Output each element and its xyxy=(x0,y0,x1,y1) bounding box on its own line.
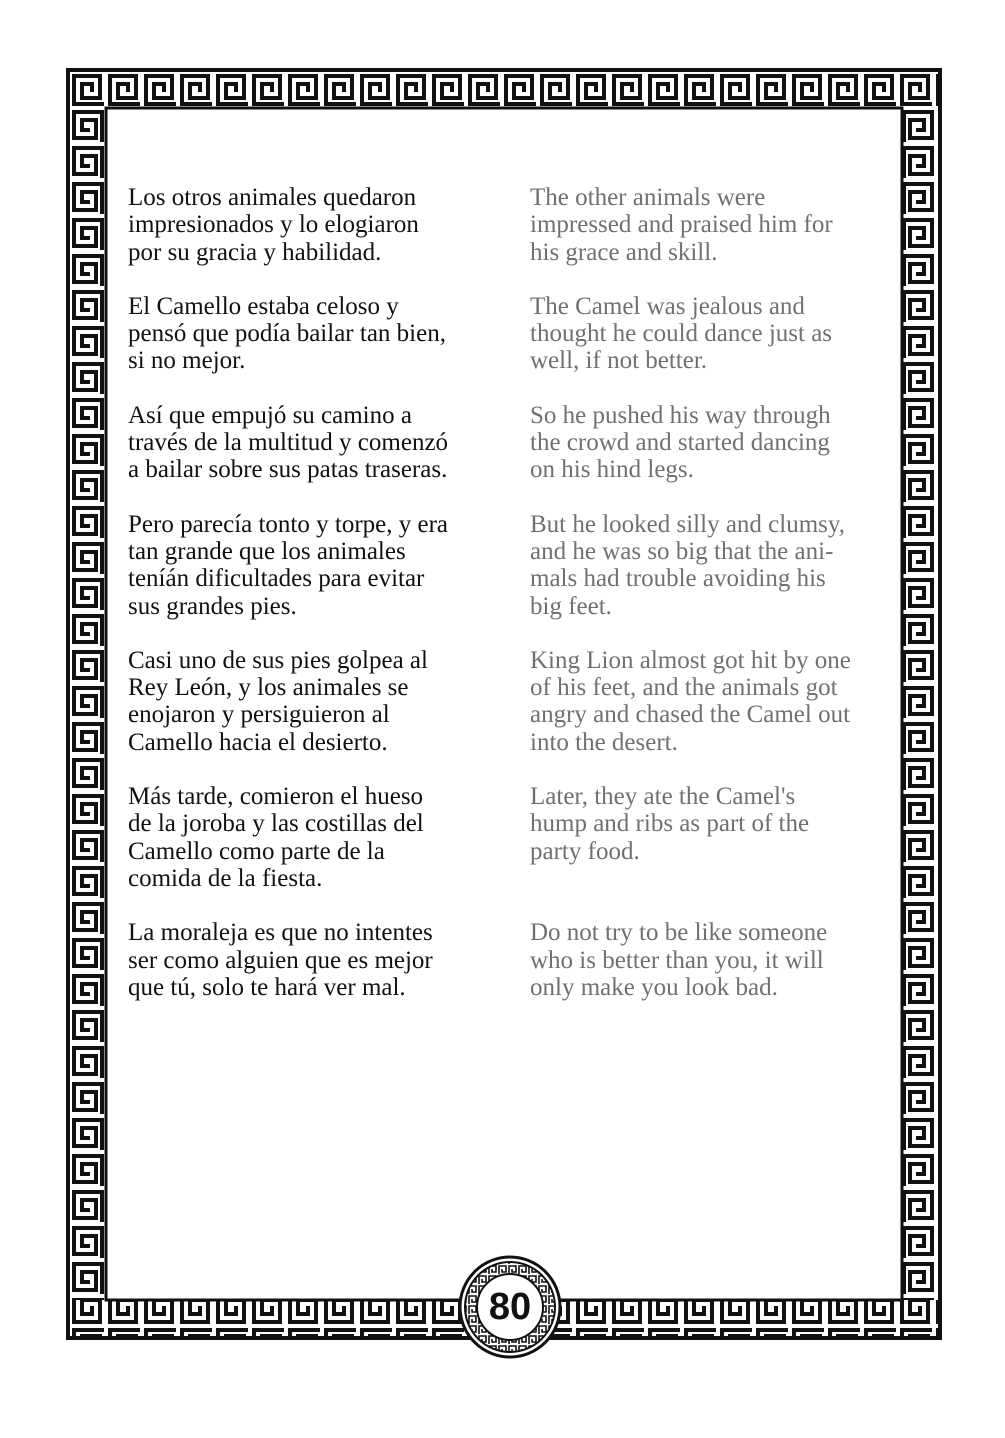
paragraph-row xyxy=(128,184,888,266)
paragraph-row xyxy=(128,511,888,620)
spanish-paragraph: Los otros animales quedaron impresionados y lo elogiaron por su gracia y habilidad. xyxy=(128,184,419,266)
spanish-paragraph: La moraleja es que no intentes ser como alguien que es mejor que tú, solo te hará ver mal. xyxy=(128,919,433,1001)
paragraph-row xyxy=(128,919,888,1001)
english-paragraph: The other animals were impressed and praised him for his grace and skill. xyxy=(530,184,833,266)
english-paragraph: Do not try to be like someone who is better than you, it will only make you look bad. xyxy=(530,919,828,1001)
english-paragraph: So he pushed his way through the crowd and started dancing on his hind legs. xyxy=(530,401,831,484)
spanish-paragraph: El Camello estaba celoso y pensó que podía bailar tan bien, si no mejor. xyxy=(128,292,446,375)
english-paragraph: King Lion almost got hit by one of his feet, and the animals got angry and chased the Camel out into the desert. xyxy=(530,646,851,756)
spanish-paragraph: Pero parecía tonto y torpe, y era tan grande que los animales teníán dificultades para evitar sus grandes pies. xyxy=(128,510,449,620)
page-number: 80 xyxy=(488,1285,532,1328)
paragraph-row xyxy=(128,647,888,756)
bilingual-text-body xyxy=(128,184,888,1284)
english-paragraph: The Camel was jealous and thought he could dance just as well, if not better. xyxy=(530,292,833,375)
spanish-paragraph: Más tarde, comieron el hueso de la joroba y las costillas del Camello como parte de la comida de la fiesta. xyxy=(128,783,424,892)
paragraph-row xyxy=(128,293,888,375)
english-paragraph: But he looked silly and clumsy, and he was so big that the ani- mals had trouble avoiding his big feet. xyxy=(530,510,846,620)
english-paragraph: Later, they ate the Camel's hump and ribs as part of the party food. xyxy=(530,783,810,865)
paragraph-row xyxy=(128,402,888,484)
spanish-paragraph: Casi uno de sus pies golpea al Rey León, y los animales se enojaron y persiguieron al Camello hacia el desierto. xyxy=(128,646,428,756)
spanish-paragraph: Así que empujó su camino a través de la multitud y comenzó a bailar sobre sus patas traseras. xyxy=(128,401,449,484)
paragraph-row xyxy=(128,783,888,892)
